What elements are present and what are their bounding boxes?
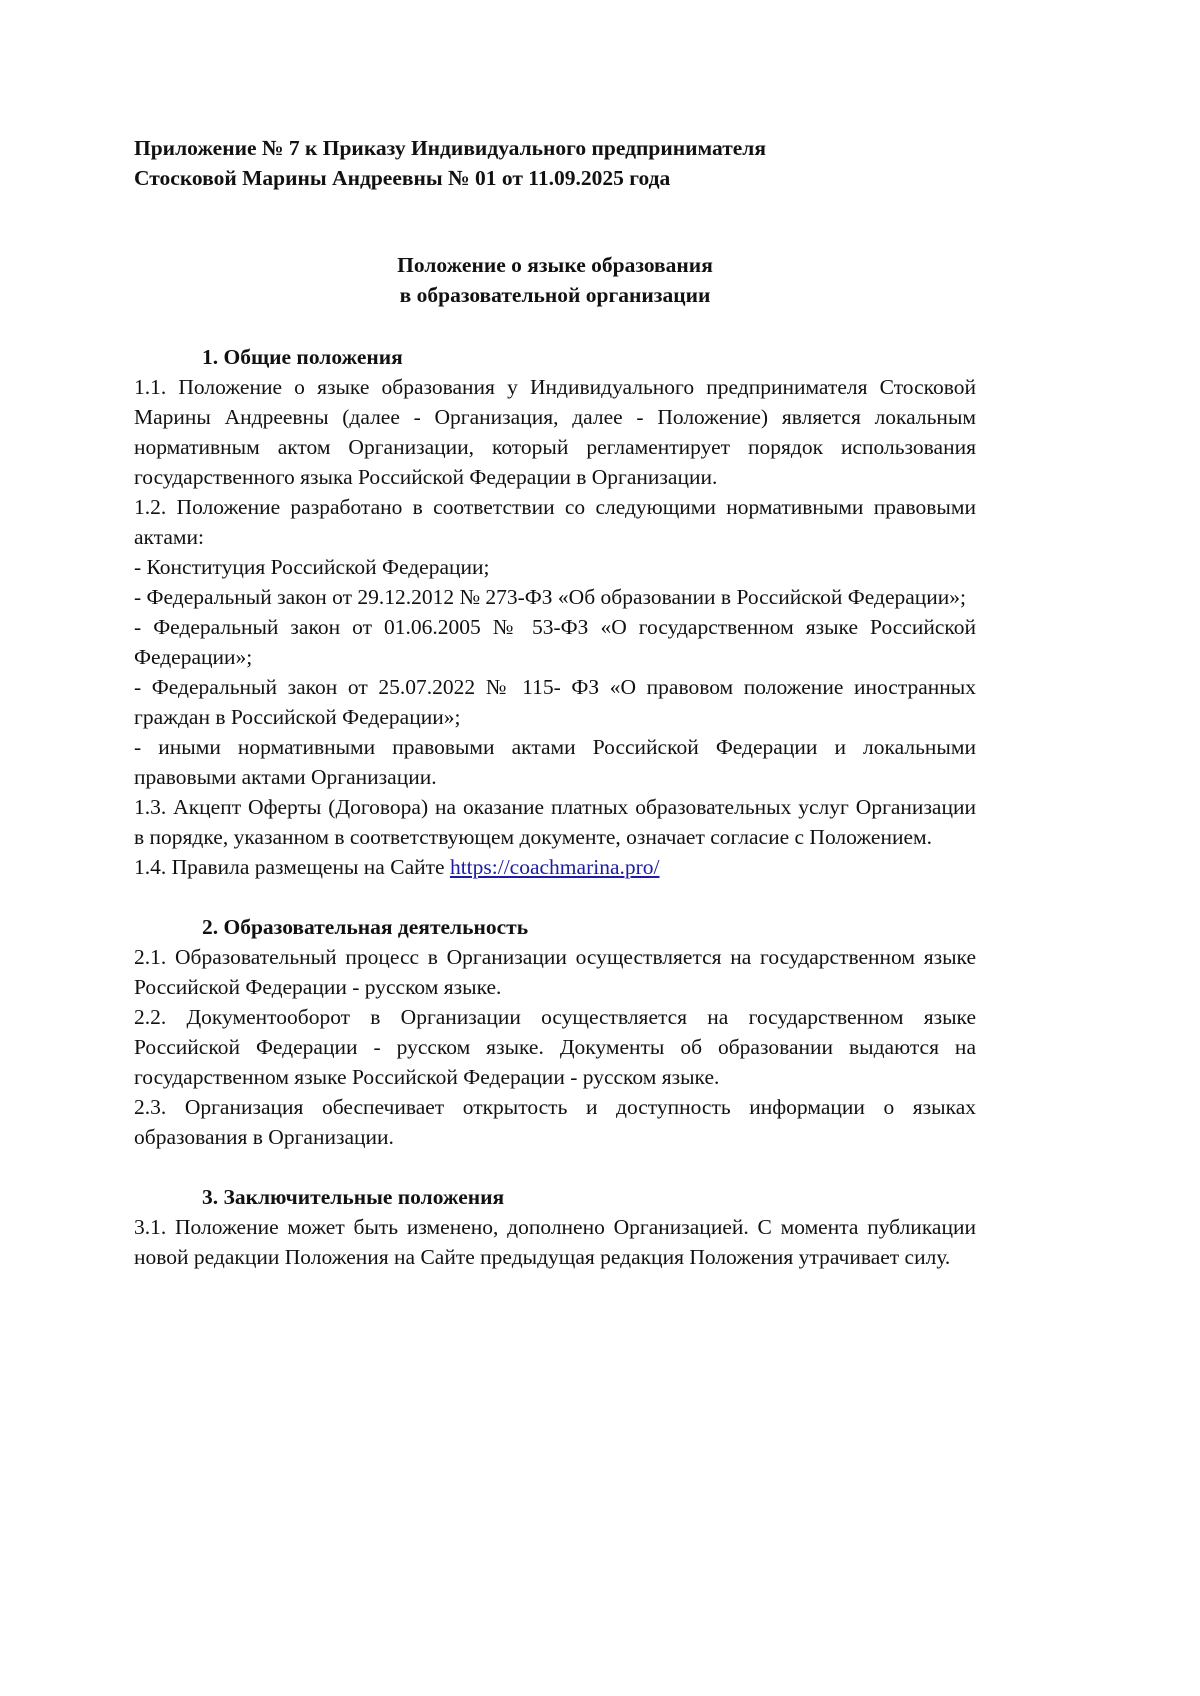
paragraph-2-3: 2.3. Организация обеспечивает открытость и доступность информации о языках образования в Организации. xyxy=(134,1095,976,1149)
paragraph-2-1: 2.1. Образовательный процесс в Организации осуществляется на государственном языке Российской Федерации - русском языке. xyxy=(134,945,976,999)
document-title-line-2: в образовательной организации xyxy=(399,283,711,307)
document-title-line-1: Положение о языке образования xyxy=(397,253,713,277)
site-link[interactable]: https://coachmarina.pro/ xyxy=(449,855,660,879)
list-item-law-115: - Федеральный закон от 25.07.2022 № 115- ФЗ «О правовом положение иностранных граждан в Российской Федерации»; xyxy=(134,675,976,729)
appendix-header xyxy=(134,133,976,193)
paragraph-1-1: 1.1. Положение о языке образования у Индивидуального предпринимателя Стосковой Марины Андреевны (далее - Организация, далее - Положение) является локальным нормативным актом Организации, который регламентирует порядок использования государственного языка Российской Федерации в Организации. xyxy=(134,375,976,489)
section-1-heading: 1. Общие положения xyxy=(202,345,403,369)
appendix-header-line-1: Приложение № 7 к Приказу Индивидуального предпринимателя xyxy=(134,136,767,160)
paragraph-1-4 xyxy=(134,852,976,882)
appendix-header-line-2: Стосковой Марины Андреевны № 01 от 11.09.2025 года xyxy=(134,166,671,190)
list-item-other-acts: - иными нормативными правовыми актами Российской Федерации и локальными правовыми актами Организации. xyxy=(134,735,976,789)
paragraph-1-2: 1.2. Положение разработано в соответствии со следующими нормативными правовыми актами: xyxy=(134,495,976,549)
paragraph-3-1: 3.1. Положение может быть изменено, дополнено Организацией. С момента публикации новой редакции Положения на Сайте предыдущая редакция Положения утрачивает силу. xyxy=(134,1215,976,1269)
paragraph-1-3: 1.3. Акцепт Оферты (Договора) на оказание платных образовательных услуг Организации в порядке, указанном в соответствующем документе, означает согласие с Положением. xyxy=(134,795,976,849)
section-2-heading: 2. Образовательная деятельность xyxy=(202,915,529,939)
paragraph-2-2: 2.2. Документооборот в Организации осуществляется на государственном языке Российской Федерации - русском языке. Документы об образовании выдаются на государственном языке Российской Федерации - русском языке. xyxy=(134,1005,976,1089)
section-3-heading: 3. Заключительные положения xyxy=(202,1185,505,1209)
list-item-constitution: - Конституция Российской Федерации; xyxy=(134,555,490,579)
list-item-law-53: - Федеральный закон от 01.06.2005 № 53-ФЗ «О государственном языке Российской Федерации»; xyxy=(134,615,976,669)
document-page xyxy=(134,133,976,1272)
paragraph-1-4-text: 1.4. Правила размещены на Сайте xyxy=(134,855,450,879)
document-title xyxy=(134,250,976,310)
list-item-law-273: - Федеральный закон от 29.12.2012 № 273-ФЗ «Об образовании в Российской Федерации»; xyxy=(134,585,967,609)
